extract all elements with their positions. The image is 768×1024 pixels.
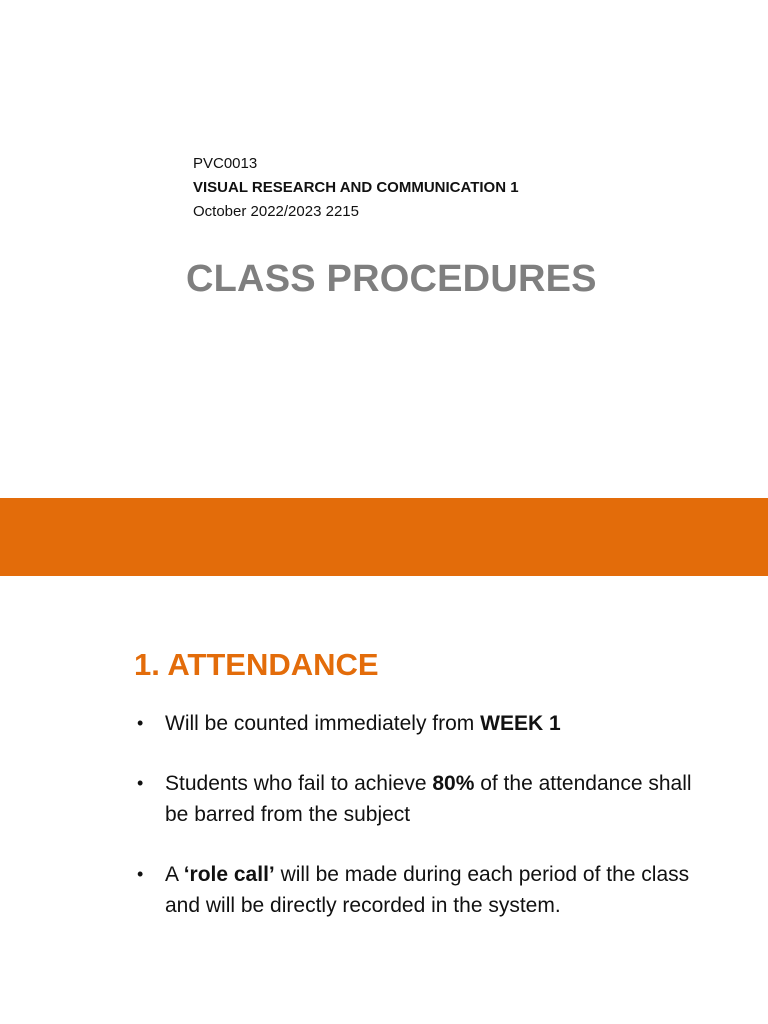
bullet-text: of the attendance shall be barred from the subject bbox=[165, 772, 692, 826]
section-heading: 1. ATTENDANCE bbox=[134, 647, 379, 682]
cover-slide bbox=[0, 0, 768, 498]
course-name: VISUAL RESEARCH AND COMMUNICATION 1 bbox=[193, 179, 519, 196]
bullet-icon: • bbox=[137, 864, 144, 884]
slide-title: CLASS PROCEDURES bbox=[186, 258, 597, 300]
course-info bbox=[193, 152, 519, 224]
bullet-item bbox=[134, 708, 694, 739]
attendance-slide bbox=[0, 576, 768, 1024]
bullet-item bbox=[134, 768, 694, 830]
bullet-icon: • bbox=[137, 713, 144, 733]
orange-divider-band bbox=[0, 498, 768, 576]
bullet-item bbox=[134, 859, 694, 921]
bullet-emphasis: 80% bbox=[432, 772, 475, 795]
bullet-text: Will be counted immediately from bbox=[165, 712, 481, 735]
bullet-emphasis: WEEK 1 bbox=[480, 712, 561, 735]
bullet-icon: • bbox=[137, 773, 144, 793]
course-code: PVC0013 bbox=[193, 155, 258, 172]
bullet-text: A bbox=[165, 863, 184, 886]
bullet-emphasis: ‘role call’ bbox=[183, 863, 275, 886]
bullet-text: will be made during each period of the class and will be directly recorded in the system. bbox=[165, 863, 690, 917]
bullet-text: Students who fail to achieve bbox=[165, 772, 433, 795]
attendance-bullet-list bbox=[134, 708, 694, 950]
session-info: October 2022/2023 2215 bbox=[193, 203, 359, 220]
